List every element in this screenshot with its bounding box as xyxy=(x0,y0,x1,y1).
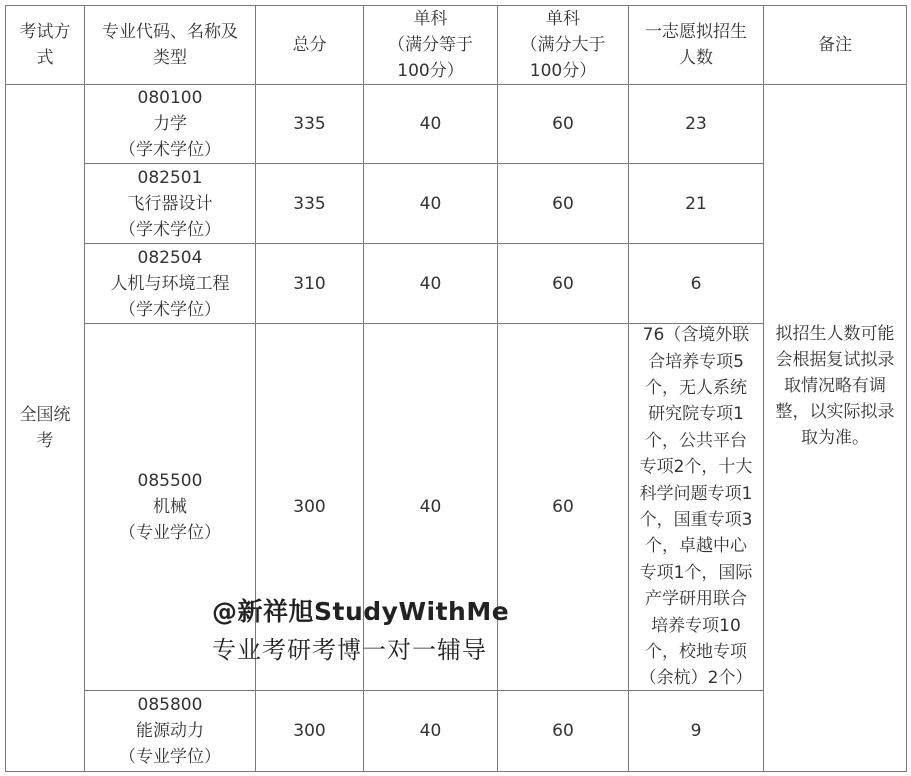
table-row-2-singlegt100: 60 xyxy=(552,193,574,214)
header-enrollment-quota: 一志愿拟招生 人数 xyxy=(645,22,747,68)
table-row-4-quota: 76（含境外联 合培养专项5 个，无人系统 研究院专项1 个，公共平台 专项2个，十大 科学问题专项1 个，国重专项3 个，卓越中心 专项1个，国际 产学研用联合 培养专项10 个，校地专项 （余杭）2个） xyxy=(639,325,753,689)
table-row-2-single100: 40 xyxy=(419,193,442,214)
table-row-3-quota: 6 xyxy=(690,273,702,294)
header-exam-method: 考试方 式 xyxy=(19,22,71,68)
table-row-4-major: 085500 机械 （专业学位） xyxy=(119,471,221,543)
header-remark: 备注 xyxy=(818,35,852,55)
table-row-4-single100: 40 xyxy=(419,497,442,517)
table-row-5-single100: 40 xyxy=(419,721,442,741)
header-total-score: 总分 xyxy=(292,35,327,55)
watermark-handle: @新祥旭StudyWithMe xyxy=(212,597,510,626)
table-row-1-single100: 40 xyxy=(419,114,442,134)
remark-cell: 拟招生人数可能 会根据复试拟录 取情况略有调 整，以实际拟录 取为准。 xyxy=(775,324,895,448)
watermark-tagline: 专业考研考博一对一辅导 xyxy=(212,636,487,664)
table-row-1-singlegt100: 60 xyxy=(552,114,574,134)
table-row-3-singlegt100: 60 xyxy=(552,273,574,294)
table-row-3-major: 082504 人机与环境工程 （学术学位） xyxy=(110,247,230,320)
table-row-1-total: 335 xyxy=(293,114,326,134)
header-major: 专业代码、名称及 类型 xyxy=(102,22,238,68)
table-row-5-singlegt100: 60 xyxy=(552,721,574,741)
header-single-subject-gt100: 单科 （满分大于 100分） xyxy=(520,9,606,81)
table-row-3-total: 310 xyxy=(293,273,326,294)
table-row-2-major: 082501 飞行器设计 （学术学位） xyxy=(119,167,221,240)
table-row-5-total: 300 xyxy=(293,721,326,741)
table-row-2-total: 335 xyxy=(293,193,326,214)
table-row-3-single100: 40 xyxy=(419,273,442,294)
table-row-1-major: 080100 力学 （学术学位） xyxy=(119,88,221,160)
table-row-5-quota: 9 xyxy=(690,721,702,741)
header-single-subject-100: 单科 （满分等于 100分） xyxy=(388,9,473,81)
table-row-2-quota: 21 xyxy=(685,193,707,214)
table-row-4-singlegt100: 60 xyxy=(552,497,574,517)
table-row-5-major: 085800 能源动力 （专业学位） xyxy=(119,695,221,767)
table-row-1-quota: 23 xyxy=(685,114,707,134)
exam-method-cell: 全国统 考 xyxy=(19,405,71,451)
table-row-4-total: 300 xyxy=(293,497,326,517)
